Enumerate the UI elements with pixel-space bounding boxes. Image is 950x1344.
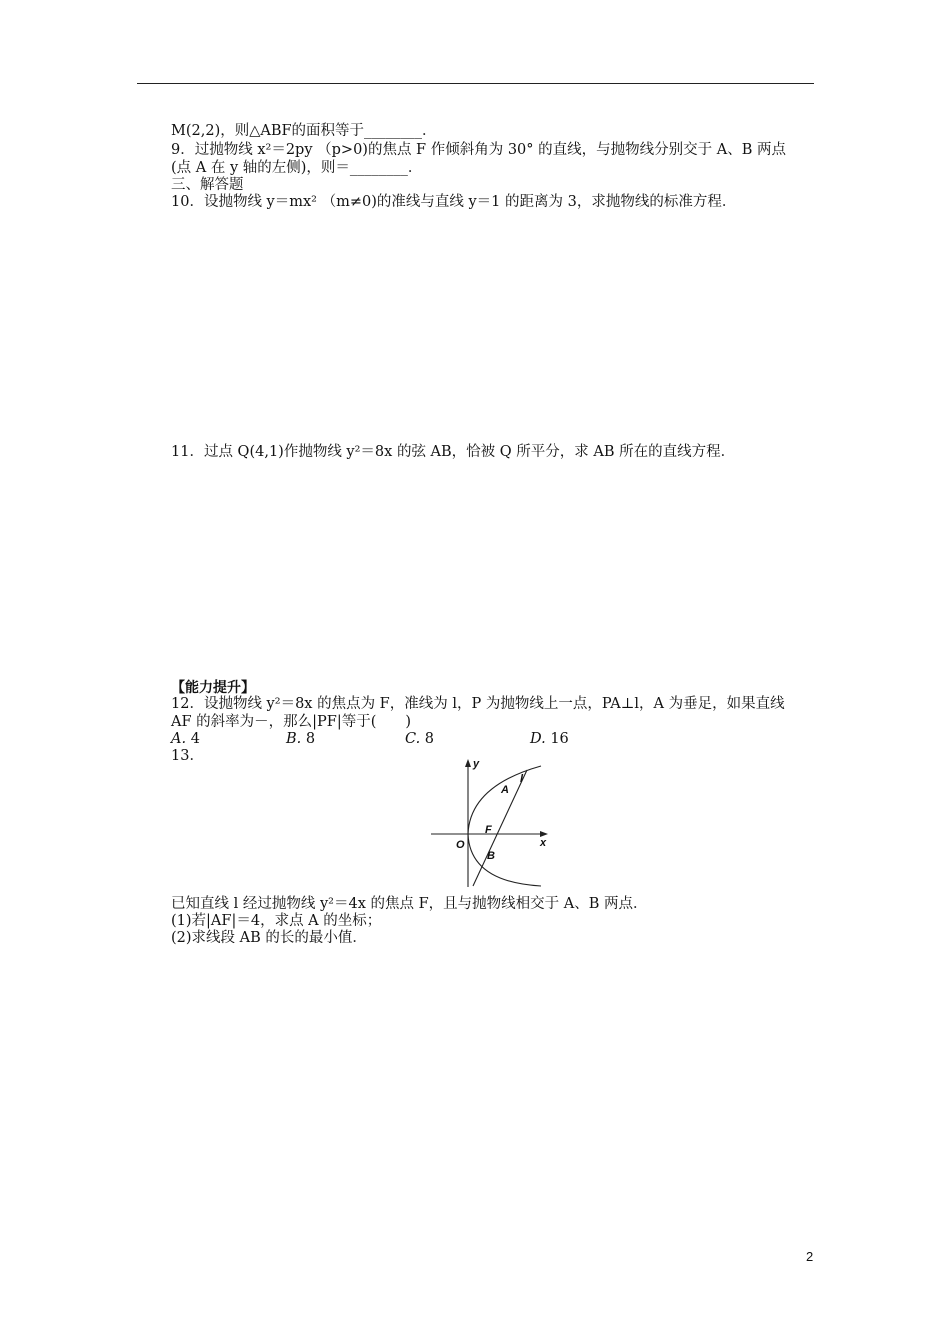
line-q12: 12．设抛物线 y²＝8x 的焦点为 F，准线为 l，P 为抛物线上一点，PA⊥l，A 为垂足，如果直线 xyxy=(171,696,785,712)
parabola-figure xyxy=(428,756,553,892)
line-l-label: l xyxy=(520,773,524,785)
x-axis-label: x xyxy=(540,837,547,849)
option-d-value: 16 xyxy=(550,731,569,747)
origin-label: O xyxy=(456,839,465,851)
option-b-label: B. xyxy=(286,731,302,747)
option-c-label: C. xyxy=(405,731,421,747)
point-b-label: B xyxy=(487,850,495,862)
line-q12-continuation: AF 的斜率为－，那么|PF|等于( ) xyxy=(171,714,412,730)
line-q9-continuation: (点 A 在 y 轴的左侧)，则＝________． xyxy=(171,160,423,176)
y-axis-arrow-icon xyxy=(465,759,471,767)
line-q9: 9．过抛物线 x²＝2py （p>0)的焦点 F 作倾斜角为 30° 的直线，与抛物线分别交于 A、B 两点 xyxy=(171,142,786,158)
line-q10: 10．设抛物线 y＝mx² （m≠0)的准线与直线 y＝1 的距离为 3，求抛物线的标准方程． xyxy=(171,194,737,210)
header-rule xyxy=(137,83,814,84)
y-axis-label: y xyxy=(473,758,480,770)
focus-f-label: F xyxy=(485,824,492,836)
line-q13-part1: (1)若|AF|＝4，求点 A 的坐标； xyxy=(171,913,382,929)
line-q13-statement: 已知直线 l 经过抛物线 y²＝4x 的焦点 F，且与抛物线相交于 A、B 两点． xyxy=(171,896,648,912)
section-heading-advanced: 【能力提升】 xyxy=(171,680,255,696)
option-c xyxy=(405,730,434,748)
option-a-value: 4 xyxy=(190,731,200,747)
page-number: 2 xyxy=(806,1249,814,1264)
option-c-value: 8 xyxy=(424,731,435,747)
option-b xyxy=(286,730,315,748)
point-a-label: A xyxy=(501,784,509,796)
section-heading: 三、解答题 xyxy=(171,177,244,193)
option-a xyxy=(171,730,200,748)
option-a-label: A. xyxy=(171,731,187,747)
line-q13-part2: (2)求线段 AB 的长的最小值． xyxy=(171,930,367,946)
line-q8-continuation: M(2,2)，则△ABF的面积等于________． xyxy=(171,123,437,139)
line-q13: 13． xyxy=(171,748,204,764)
option-d xyxy=(530,730,569,748)
line-l xyxy=(473,770,527,886)
option-b-value: 8 xyxy=(305,731,316,747)
option-d-label: D. xyxy=(530,731,546,747)
line-q11: 11．过点 Q(4,1)作抛物线 y²＝8x 的弦 AB，恰被 Q 所平分，求 AB 所在的直线方程． xyxy=(171,444,736,460)
